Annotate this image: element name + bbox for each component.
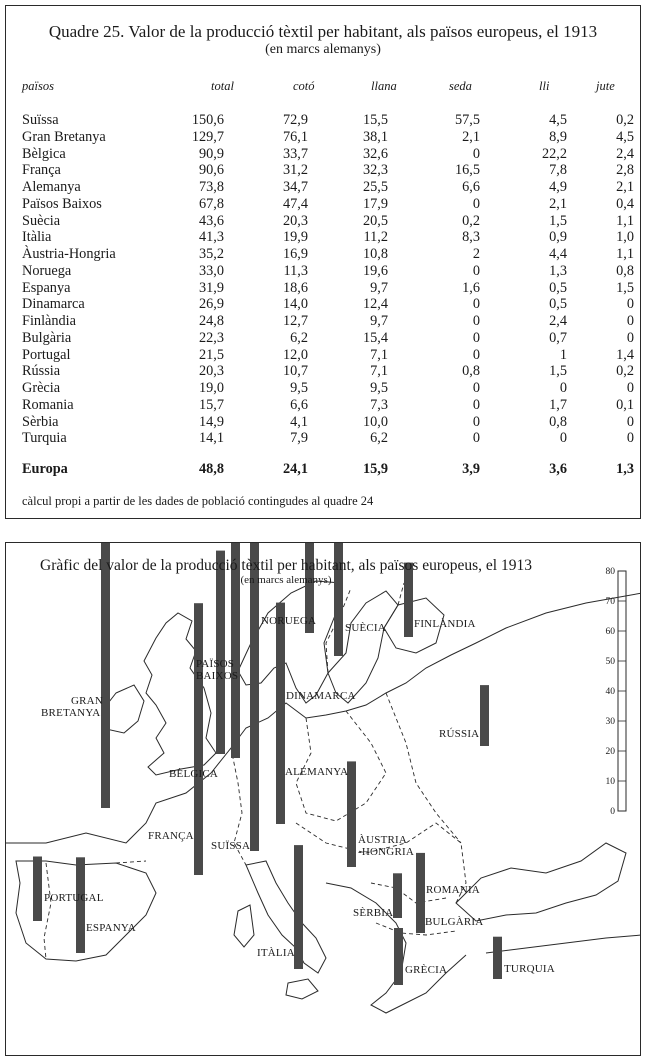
bar-portugal [33, 857, 42, 922]
bar-fran-a [194, 603, 203, 875]
cell-total: 90,9 [198, 145, 224, 162]
table-row [6, 162, 640, 180]
table-subtitle: (en marcs alemanys) [265, 42, 381, 57]
cell-coto: 4,1 [290, 413, 308, 430]
country-name: Dinamarca [22, 296, 85, 313]
cell-total: 22,3 [198, 329, 224, 346]
cell-jute: 0,2 [616, 363, 634, 380]
cell-llana: 17,9 [362, 195, 388, 212]
bar-r-ssia [480, 685, 489, 746]
sicily-coast [286, 979, 318, 999]
cell-coto: 16,9 [282, 246, 308, 262]
label-romania: ROMANIA [426, 884, 480, 896]
country-name: Romania [22, 396, 74, 413]
country-name: Gran Bretanya [22, 128, 106, 145]
cell-total: 43,6 [198, 212, 224, 229]
cell-seda: 0,8 [462, 363, 480, 380]
cell-llana: 15,4 [362, 329, 388, 346]
cell-lli: 1,5 [549, 212, 567, 229]
cell-llana: 7,3 [370, 396, 388, 413]
label-paisos-baixos-1: PAÏSOS [196, 658, 235, 670]
scale-ticks [606, 567, 627, 817]
country-name: Bèlgica [22, 145, 66, 162]
cell-lli: 4,4 [549, 246, 567, 262]
cell-lli: 0,7 [549, 329, 567, 346]
total-llana: 15,9 [362, 461, 388, 477]
cell-seda: 0 [472, 296, 480, 313]
cell-total: 33,0 [198, 262, 224, 279]
cell-total: 73,8 [198, 179, 224, 195]
map-panel [5, 542, 641, 1056]
label-dinamarca: DINAMARCA [286, 690, 356, 702]
country-name: Turquia [22, 430, 67, 447]
country-name: Bulgària [22, 329, 72, 346]
cell-lli: 0 [559, 430, 567, 447]
country-name: Alemanya [22, 179, 81, 195]
table-row [6, 296, 640, 314]
cell-lli: 1,7 [549, 396, 567, 413]
cell-seda: 0 [472, 329, 480, 346]
header-llana: llana [371, 79, 397, 93]
table-row [6, 280, 640, 298]
label-espanya: ESPANYA [86, 922, 136, 934]
cell-seda: 0 [472, 430, 480, 447]
cell-jute: 1,1 [616, 246, 634, 262]
table-row [6, 213, 640, 231]
cell-jute: 1,1 [616, 212, 634, 229]
label-italia: ITÀLIA [257, 947, 295, 959]
cell-coto: 20,3 [282, 212, 308, 229]
cell-seda: 57,5 [454, 112, 480, 128]
cell-lli: 0,5 [549, 279, 567, 296]
map-subtitle: (en marcs alemanys) [240, 574, 332, 586]
total-seda: 3,9 [462, 461, 480, 477]
label-bulgaria: BULGÀRIA [425, 916, 484, 928]
country-name: Portugal [22, 346, 71, 363]
cell-jute: 1,0 [616, 229, 634, 246]
scale-tick-label: 0 [610, 807, 615, 817]
scale-tick-label: 40 [605, 687, 615, 697]
cell-total: 15,7 [198, 396, 224, 413]
scale-tick-label: 30 [605, 717, 615, 727]
border-russia [386, 693, 461, 843]
cell-coto: 12,0 [282, 346, 308, 363]
country-name: Àustria-Hongria [22, 246, 116, 262]
cell-llana: 38,1 [362, 128, 388, 145]
cell-total: 150,6 [191, 112, 224, 128]
table-row [6, 146, 640, 164]
cell-total: 41,3 [198, 229, 224, 246]
table-row [6, 414, 640, 432]
header-total: total [211, 79, 234, 93]
bar-alemanya [276, 603, 285, 824]
cell-total: 24,8 [198, 313, 224, 329]
cell-total: 19,0 [198, 380, 224, 396]
great-britain-coast [144, 613, 216, 775]
table-row [6, 397, 640, 415]
header-jute: jute [596, 79, 615, 93]
bar-it-lia [294, 845, 303, 969]
cell-llana: 15,5 [362, 112, 388, 128]
cell-coto: 76,1 [282, 128, 308, 145]
label-alemanya: ALEMANYA [285, 766, 349, 778]
cell-total: 90,6 [198, 162, 224, 179]
cell-coto: 12,7 [282, 313, 308, 329]
cell-lli: 2,4 [549, 313, 567, 329]
label-suecia: SUÈCIA [345, 622, 386, 634]
label-franca: FRANÇA [148, 830, 194, 842]
country-name: Espanya [22, 279, 71, 296]
country-name: Grècia [22, 380, 61, 396]
black-sea-coast [456, 843, 626, 921]
cell-llana: 9,5 [370, 380, 388, 396]
cell-seda: 2 [472, 246, 480, 262]
scale-tick-label: 80 [605, 567, 615, 577]
cell-coto: 7,9 [290, 430, 308, 447]
scale-tick-label: 70 [605, 597, 615, 607]
label-portugal: PORTUGAL [44, 892, 104, 904]
cell-llana: 9,7 [370, 313, 388, 329]
cell-lli: 2,1 [549, 195, 567, 212]
label-austria-1: ÀUSTRIA [358, 834, 408, 846]
cell-seda: 0 [472, 380, 480, 396]
border-spain-portugal [44, 863, 51, 959]
cell-jute: 2,4 [616, 145, 634, 162]
total-jute: 1,3 [616, 461, 634, 477]
label-russia: RÚSSIA [439, 728, 480, 740]
cell-seda: 0 [472, 346, 480, 363]
border-spain-france [116, 861, 146, 863]
table-row [6, 246, 640, 264]
label-suissa: SUÏSSA [211, 840, 251, 852]
cell-jute: 4,5 [616, 128, 634, 145]
cell-lli: 4,5 [549, 112, 567, 128]
total-total: 48,8 [198, 461, 224, 477]
cell-coto: 18,6 [282, 279, 308, 296]
cell-total: 26,9 [198, 296, 224, 313]
cell-llana: 6,2 [370, 430, 388, 447]
cell-total: 35,2 [198, 246, 224, 262]
cell-llana: 11,2 [363, 229, 388, 246]
label-turquia: TURQUIA [504, 963, 555, 975]
border-sweden-finland [398, 583, 404, 605]
cell-seda: 0,2 [462, 212, 480, 229]
cell-seda: 0 [472, 413, 480, 430]
cell-coto: 47,4 [282, 195, 308, 212]
cell-coto: 11,3 [283, 262, 308, 279]
map-title: Gràfic del valor de la producció tèxtil per habitant, als països europeus, el 1913 [40, 557, 532, 574]
table-row [6, 179, 640, 197]
country-name: Sèrbia [22, 413, 59, 430]
cell-seda: 6,6 [462, 179, 480, 195]
cell-seda: 16,5 [454, 162, 480, 179]
table-note: càlcul propi a partir de les dades de població contingudes al quadre 24 [22, 494, 374, 508]
total-lli: 3,6 [549, 461, 567, 477]
bar-su-ssa [250, 543, 259, 851]
header-coto: cotó [293, 79, 315, 93]
bar-bulg-ria [416, 866, 425, 933]
cell-seda: 2,1 [462, 128, 480, 145]
label-gran-1: GRAN [71, 695, 103, 707]
label-belgica: BÈLGICA [169, 768, 219, 780]
cell-seda: 0 [472, 396, 480, 413]
cell-lli: 1 [559, 346, 567, 363]
table-row [6, 347, 640, 365]
table-row [6, 196, 640, 214]
sardinia-coast [234, 905, 254, 947]
cell-lli: 8,9 [549, 128, 567, 145]
header-seda: seda [449, 79, 472, 93]
country-name: Itàlia [22, 229, 52, 246]
cell-lli: 7,8 [549, 162, 567, 179]
cell-jute: 2,8 [616, 162, 634, 179]
header-paisos: països [22, 79, 54, 93]
cell-jute: 1,5 [616, 279, 634, 296]
total-country: Europa [22, 461, 68, 477]
cell-llana: 7,1 [370, 346, 388, 363]
cell-jute: 0 [626, 413, 634, 430]
cell-total: 20,3 [198, 363, 224, 380]
cell-jute: 2,1 [616, 179, 634, 195]
bar-espanya [76, 857, 85, 953]
cell-lli: 22,2 [541, 145, 567, 162]
cell-jute: 0 [626, 430, 634, 447]
cell-seda: 8,3 [462, 229, 480, 246]
cell-seda: 0 [472, 262, 480, 279]
cell-lli: 0,8 [549, 413, 567, 430]
scale-bar [606, 567, 627, 817]
table-row [6, 313, 640, 331]
cell-jute: 1,4 [616, 346, 634, 363]
europe-map [6, 543, 641, 1056]
cell-jute: 0 [626, 329, 634, 346]
cell-coto: 72,9 [282, 112, 308, 128]
scale-tick-label: 20 [605, 747, 615, 757]
cell-llana: 32,6 [362, 145, 388, 162]
cell-coto: 19,9 [282, 229, 308, 246]
cell-seda: 0 [472, 145, 480, 162]
label-serbia: SÈRBIA [353, 907, 394, 919]
table-row [6, 129, 640, 147]
cell-total: 14,1 [198, 430, 224, 447]
cell-total: 14,9 [198, 413, 224, 430]
table-row [6, 263, 640, 281]
table-row [6, 363, 640, 381]
cell-lli: 0,5 [549, 296, 567, 313]
cell-total: 129,7 [191, 128, 224, 145]
cell-coto: 9,5 [290, 380, 308, 396]
cell-llana: 19,6 [362, 262, 388, 279]
cell-lli: 4,9 [549, 179, 567, 195]
label-austria-2: -HONGRIA [358, 846, 414, 858]
country-name: Noruega [22, 262, 72, 279]
cell-seda: 0 [472, 313, 480, 329]
cell-total: 31,9 [198, 279, 224, 296]
cell-jute: 0,8 [616, 262, 634, 279]
label-finlandia: FINLÀNDIA [414, 618, 476, 630]
bar-gr-cia [394, 928, 403, 985]
cell-coto: 34,7 [282, 179, 308, 195]
anatolia-coast [486, 935, 641, 953]
table-row [6, 330, 640, 348]
cell-llana: 25,5 [362, 179, 388, 195]
cell-jute: 0 [626, 313, 634, 329]
cell-llana: 10,8 [362, 246, 388, 262]
table-row [6, 430, 640, 448]
country-name: Països Baixos [22, 195, 102, 212]
cell-jute: 0,1 [616, 396, 634, 413]
bar-s-rbia [393, 873, 402, 918]
bar-turquia [493, 937, 502, 979]
table-row [6, 229, 640, 247]
cell-coto: 31,2 [282, 162, 308, 179]
label-gran-2: BRETANYA [41, 707, 101, 719]
cell-lli: 1,3 [549, 262, 567, 279]
cell-lli: 1,5 [549, 363, 567, 380]
table-row [6, 380, 640, 398]
header-lli: lli [539, 79, 550, 93]
country-name: Suïssa [22, 112, 59, 128]
bar--ustria-hongria [347, 761, 356, 867]
country-name: Finlàndia [22, 313, 77, 329]
cell-coto: 10,7 [282, 363, 308, 380]
country-name: Suècia [22, 212, 61, 229]
cell-seda: 0 [472, 195, 480, 212]
scale-tick-label: 60 [605, 627, 615, 637]
cell-total: 67,8 [198, 195, 224, 212]
table-title: Quadre 25. Valor de la producció tèxtil per habitant, als països europeus, el 1913 [48, 22, 598, 41]
cell-coto: 6,2 [290, 329, 308, 346]
cell-llana: 12,4 [362, 296, 388, 313]
country-name: Rússia [22, 363, 61, 380]
cell-jute: 0,4 [616, 195, 634, 212]
label-noruega: NORUEGA [261, 615, 317, 627]
cell-llana: 20,5 [362, 212, 388, 229]
cell-total: 21,5 [198, 346, 224, 363]
cell-llana: 7,1 [370, 363, 388, 380]
cell-llana: 9,7 [370, 279, 388, 296]
cell-lli: 0,9 [549, 229, 567, 246]
cell-coto: 6,6 [290, 396, 308, 413]
table-row [6, 112, 640, 130]
cell-seda: 1,6 [462, 279, 480, 296]
cell-jute: 0,2 [616, 112, 634, 128]
country-name: França [22, 162, 61, 179]
label-grecia: GRÈCIA [405, 964, 448, 976]
table-total-row [6, 461, 640, 479]
cell-coto: 14,0 [282, 296, 308, 313]
table-header-row [6, 79, 640, 97]
cell-jute: 0 [626, 380, 634, 396]
cell-llana: 10,0 [362, 413, 388, 430]
table-panel [5, 5, 641, 519]
cell-jute: 0 [626, 296, 634, 313]
cell-llana: 32,3 [362, 162, 388, 179]
label-paisos-baixos-2: BAIXOS [196, 670, 239, 682]
total-coto: 24,1 [282, 461, 308, 477]
cell-coto: 33,7 [282, 145, 308, 162]
scale-tick-label: 10 [605, 777, 615, 787]
cell-lli: 0 [559, 380, 567, 396]
scale-tick-label: 50 [605, 657, 615, 667]
